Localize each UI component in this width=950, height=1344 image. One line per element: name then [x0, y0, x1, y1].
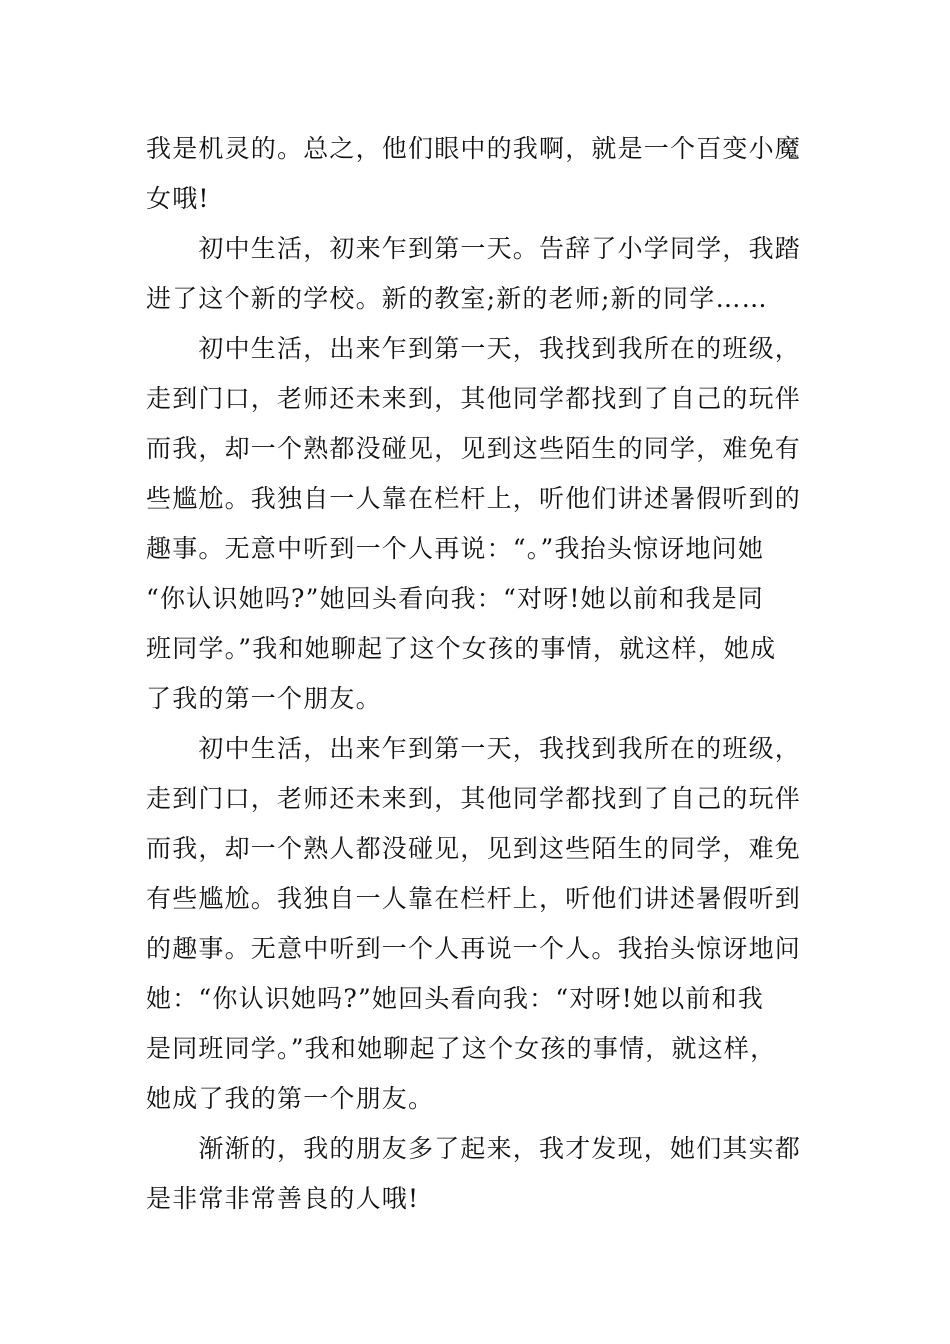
text-line: 而我，却一个熟人都没碰见，见到这些陌生的同学，难免: [146, 834, 802, 863]
text-line: 初中生活，出来乍到第一天，我找到我所在的班级，: [146, 334, 802, 363]
text-line: 些尴尬。我独自一人靠在栏杆上，听他们讲述暑假听到的: [146, 484, 802, 513]
text-line: 走到门口，老师还未来到，其他同学都找到了自己的玩伴: [146, 784, 802, 813]
text-line: 有些尴尬。我独自一人靠在栏杆上，听他们讲述暑假听到: [146, 884, 802, 913]
text-line: 是同班同学。”我和她聊起了这个女孩的事情，就这样，: [146, 1034, 777, 1063]
text-line: 我是机灵的。总之，他们眼中的我啊，就是一个百变小魔: [146, 134, 802, 163]
text-line: 女哦!: [146, 184, 210, 213]
text-line: 而我，却一个熟都没碰见，见到这些陌生的同学，难免有: [146, 434, 802, 463]
text-line: 是非常非常善良的人哦!: [146, 1184, 420, 1213]
paragraph: [146, 324, 810, 724]
document-body: [146, 124, 810, 1224]
text-line: 的趣事。无意中听到一个人再说一个人。我抬头惊讶地问: [146, 934, 802, 963]
text-line: 她成了我的第一个朋友。: [146, 1084, 435, 1113]
text-line: “你认识她吗?”她回头看向我：“对呀!她以前和我是同: [146, 584, 764, 613]
text-line: 她：“你认识她吗?”她回头看向我：“对呀!她以前和我: [146, 984, 764, 1013]
paragraph: [146, 1124, 810, 1224]
text-line: 渐渐的，我的朋友多了起来，我才发现，她们其实都: [146, 1134, 802, 1163]
paragraph: [146, 724, 810, 1124]
text-line: 班同学。”我和她聊起了这个女孩的事情，就这样，她成: [146, 634, 777, 663]
text-line: 走到门口，老师还未来到，其他同学都找到了自己的玩伴: [146, 384, 802, 413]
paragraph: [146, 124, 810, 224]
text-line: 初中生活，初来乍到第一天。告辞了小学同学，我踏: [146, 234, 802, 263]
text-line: 了我的第一个朋友。: [146, 684, 382, 713]
paragraph: [146, 224, 810, 324]
text-line: 初中生活，出来乍到第一天，我找到我所在的班级，: [146, 734, 802, 763]
text-line: 趣事。无意中听到一个人再说：“。”我抬头惊讶地问她: [146, 534, 765, 563]
text-line: 进了这个新的学校。新的教室;新的老师;新的同学……: [146, 284, 768, 313]
